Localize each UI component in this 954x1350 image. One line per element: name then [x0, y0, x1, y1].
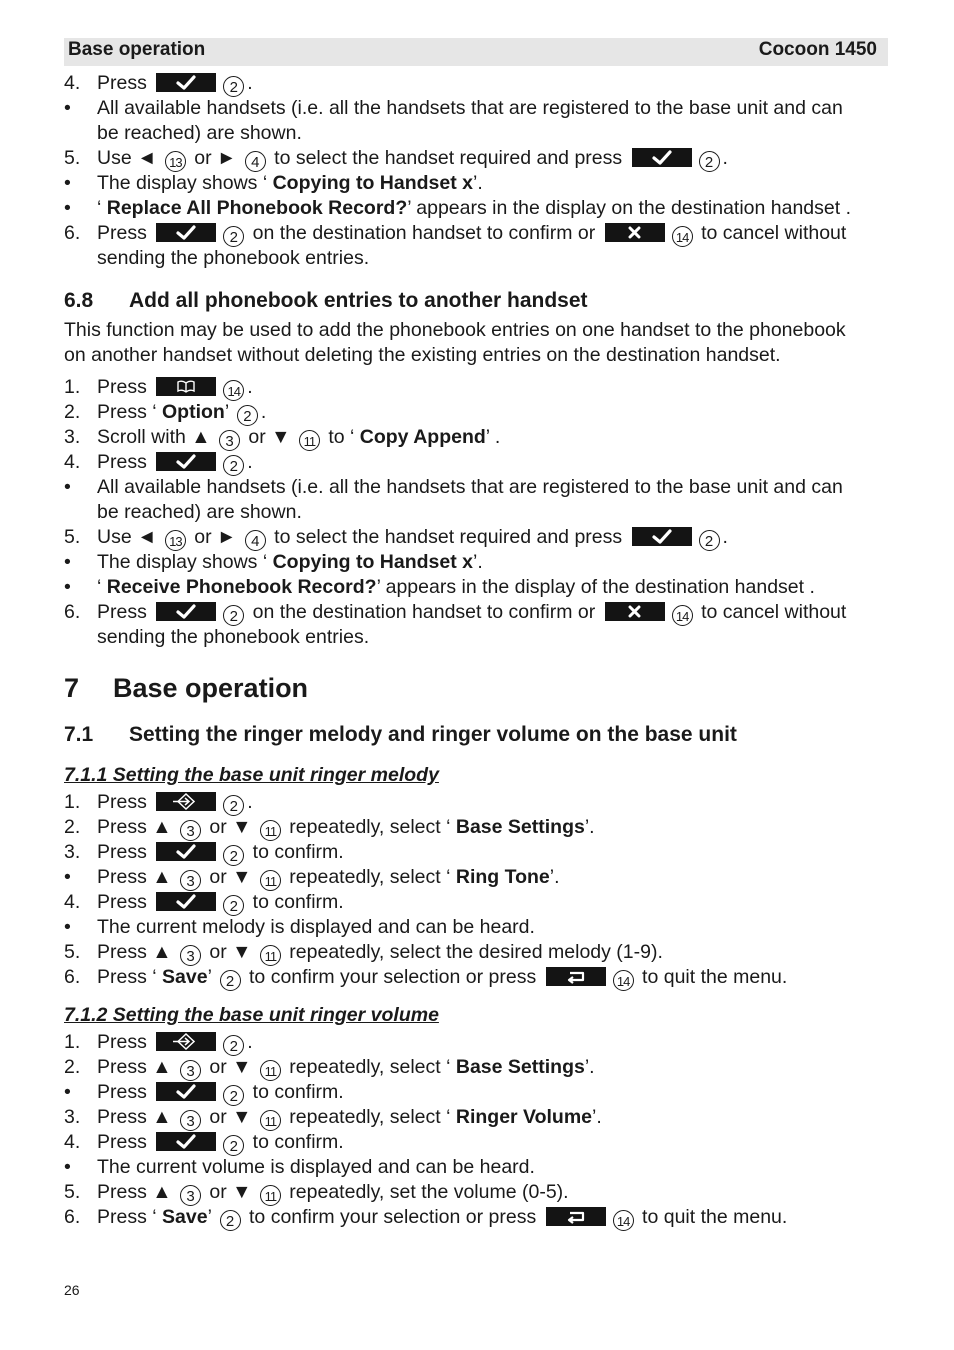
step-text	[97, 600, 846, 626]
menu-option-name: Copying to Handset x	[272, 551, 474, 573]
ok-checkmark-key-icon	[156, 1082, 216, 1101]
text-fragment: ’.	[584, 1056, 595, 1078]
key-number-circle: 2	[223, 895, 244, 916]
text-fragment: .	[722, 526, 728, 548]
text-fragment: ‘	[97, 576, 107, 598]
text-fragment: Use ◄	[97, 526, 162, 548]
step-text	[97, 121, 302, 146]
step-text	[97, 400, 266, 426]
step-text	[97, 450, 253, 476]
key-number-circle: 2	[220, 970, 241, 991]
bullet-marker: •	[64, 197, 71, 219]
menu-option-name: Ring Tone	[455, 866, 550, 888]
step-number: 3.	[64, 426, 81, 448]
step-number: 5.	[64, 1181, 81, 1203]
bullet-marker: •	[64, 576, 71, 598]
step-text	[97, 221, 846, 247]
text-fragment: sending the phonebook entries.	[97, 626, 370, 648]
text-fragment: repeatedly, select ‘	[283, 1106, 456, 1128]
cancel-x-key-icon	[605, 223, 665, 242]
ok-checkmark-key-icon	[156, 1132, 216, 1151]
step-text	[97, 1130, 344, 1156]
step-number: 2.	[64, 1056, 81, 1078]
text-fragment: Press	[97, 891, 153, 913]
back-key-icon	[546, 967, 606, 986]
step-text	[97, 171, 483, 196]
key-number-circle: 11	[299, 430, 320, 451]
menu-option-name: Save	[162, 1206, 208, 1228]
text-fragment: to confirm.	[247, 1081, 344, 1103]
section-6-8-intro-line: This function may be used to add the phonebook entries on one handset to the phonebook	[64, 319, 846, 341]
text-fragment: Scroll with ▲	[97, 426, 216, 448]
menu-option-name: Receive Phonebook Record?	[106, 576, 377, 598]
bullet-marker: •	[64, 916, 71, 938]
key-number-circle: 2	[223, 455, 244, 476]
step-number: 6.	[64, 966, 81, 988]
bullet-marker: •	[64, 476, 71, 498]
ok-checkmark-key-icon	[156, 223, 216, 242]
step-text	[97, 790, 253, 816]
key-number-circle: 3	[180, 1110, 201, 1131]
key-number-circle: 11	[260, 1185, 281, 1206]
key-number-circle: 3	[180, 945, 201, 966]
text-fragment: sending the phonebook entries.	[97, 247, 370, 269]
step-text	[97, 965, 787, 991]
back-key-icon	[546, 1207, 606, 1226]
bullet-marker: •	[64, 866, 71, 888]
key-number-circle: 14	[613, 970, 634, 991]
step-number: 6.	[64, 601, 81, 623]
text-fragment: on the destination handset to confirm or	[247, 222, 601, 244]
text-fragment: or ▼	[203, 816, 257, 838]
text-fragment: Press	[97, 72, 153, 94]
text-fragment: be reached) are shown.	[97, 501, 302, 523]
text-fragment: Press ‘	[97, 1206, 163, 1228]
text-fragment: or ▼	[203, 1181, 257, 1203]
text-fragment: Press	[97, 601, 153, 623]
text-fragment: .	[722, 147, 728, 169]
text-fragment: or ►	[188, 147, 242, 169]
text-fragment: Press ▲	[97, 941, 177, 963]
text-fragment: Press ▲	[97, 866, 177, 888]
text-fragment: to confirm.	[247, 841, 344, 863]
text-fragment: to confirm your selection or press	[243, 966, 542, 988]
key-number-circle: 14	[613, 1210, 634, 1231]
bullet-marker: •	[64, 97, 71, 119]
text-fragment: ’.	[473, 172, 483, 194]
text-fragment: repeatedly, select ‘	[283, 1056, 456, 1078]
cancel-x-key-icon	[605, 602, 665, 621]
step-number: 2.	[64, 401, 81, 423]
text-fragment: repeatedly, select ‘	[283, 866, 456, 888]
text-fragment: ’	[224, 401, 234, 423]
subsection-7-1-1-heading: 7.1.1 Setting the base unit ringer melody	[64, 764, 439, 786]
text-fragment: Press	[97, 1081, 153, 1103]
text-fragment: or ▼	[203, 941, 257, 963]
key-number-circle: 2	[237, 405, 258, 426]
page-number: 26	[64, 1282, 80, 1298]
key-number-circle: 11	[260, 820, 281, 841]
text-fragment: repeatedly, set the volume (0-5).	[283, 1181, 569, 1203]
text-fragment: Press	[97, 791, 153, 813]
text-fragment: or ▼	[243, 426, 296, 448]
menu-key-icon	[156, 792, 216, 811]
ok-checkmark-key-icon	[156, 602, 216, 621]
text-fragment: to confirm.	[247, 1131, 344, 1153]
text-fragment: .	[247, 1031, 253, 1053]
step-text	[97, 1055, 595, 1081]
text-fragment: Press	[97, 376, 153, 398]
header-product-name: Cocoon 1450	[758, 39, 877, 60]
text-fragment: Press	[97, 841, 153, 863]
section-title: Setting the ringer melody and ringer volume on the base unit	[129, 723, 737, 746]
step-number: 4.	[64, 72, 81, 94]
key-number-circle: 3	[180, 870, 201, 891]
ok-checkmark-key-icon	[156, 452, 216, 471]
text-fragment: to confirm.	[247, 891, 344, 913]
key-number-circle: 2	[223, 1035, 244, 1056]
key-number-circle: 3	[180, 1185, 201, 1206]
menu-option-name: Base Settings	[455, 816, 585, 838]
text-fragment: or ▼	[203, 1106, 257, 1128]
text-fragment: The current volume is displayed and can be heard.	[97, 1156, 535, 1178]
key-number-circle: 2	[699, 151, 720, 172]
menu-option-name: Option	[162, 401, 225, 423]
text-fragment: All available handsets (i.e. all the handsets that are registered to the base unit and can	[97, 476, 843, 498]
menu-option-name: Replace All Phonebook Record?	[106, 197, 408, 219]
text-fragment: All available handsets (i.e. all the handsets that are registered to the base unit and can	[97, 97, 843, 119]
step-number: 4.	[64, 891, 81, 913]
key-number-circle: 3	[180, 1060, 201, 1081]
text-fragment: Use ◄	[97, 147, 162, 169]
key-number-circle: 11	[260, 1110, 281, 1131]
text-fragment: The display shows ‘	[97, 172, 273, 194]
key-number-circle: 11	[260, 1060, 281, 1081]
step-number: 4.	[64, 1131, 81, 1153]
text-fragment: or ▼	[203, 866, 257, 888]
text-fragment: ‘	[97, 197, 107, 219]
text-fragment: repeatedly, select ‘	[283, 816, 456, 838]
key-number-circle: 2	[223, 1085, 244, 1106]
key-number-circle: 4	[245, 151, 266, 172]
step-text	[97, 1080, 344, 1106]
step-text	[97, 1030, 253, 1056]
header-section-title: Base operation	[68, 39, 206, 60]
key-number-circle: 2	[223, 76, 244, 97]
step-text	[97, 146, 728, 172]
step-number: 2.	[64, 816, 81, 838]
text-fragment: to ‘	[322, 426, 360, 448]
text-fragment: ’	[207, 966, 217, 988]
subsection-7-1-2-heading: 7.1.2 Setting the base unit ringer volume	[64, 1004, 439, 1026]
key-number-circle: 14	[223, 380, 244, 401]
section-number: 6.8	[64, 289, 94, 312]
text-fragment: Press ▲	[97, 1181, 177, 1203]
text-fragment: Press	[97, 1131, 153, 1153]
key-number-circle: 2	[223, 845, 244, 866]
key-number-circle: 14	[672, 605, 693, 626]
step-number: 4.	[64, 451, 81, 473]
text-fragment: Press ▲	[97, 1056, 177, 1078]
text-fragment: Press ▲	[97, 816, 177, 838]
key-number-circle: 2	[223, 1135, 244, 1156]
step-text	[97, 940, 663, 966]
step-text	[97, 575, 815, 600]
step-text	[97, 500, 302, 525]
text-fragment: on the destination handset to confirm or	[247, 601, 601, 623]
text-fragment: ’ appears in the display of the destination handset .	[376, 576, 815, 598]
text-fragment: .	[247, 72, 253, 94]
step-text	[97, 915, 535, 940]
bullet-marker: •	[64, 1081, 71, 1103]
ok-checkmark-key-icon	[156, 73, 216, 92]
ok-checkmark-key-icon	[632, 527, 692, 546]
text-fragment: repeatedly, select the desired melody (1-9).	[283, 941, 663, 963]
text-fragment: to quit the menu.	[636, 966, 788, 988]
text-fragment: to cancel without	[695, 601, 847, 623]
text-fragment: to select the handset required and press	[268, 526, 628, 548]
section-title: Add all phonebook entries to another handset	[129, 289, 588, 312]
text-fragment: to select the handset required and press	[268, 147, 628, 169]
ok-checkmark-key-icon	[156, 842, 216, 861]
step-text	[97, 1180, 569, 1206]
section-6-8-intro-line: on another handset without deleting the existing entries on the destination handset.	[64, 344, 781, 366]
chapter-title: Base operation	[113, 673, 309, 703]
step-number: 5.	[64, 526, 81, 548]
menu-option-name: Ringer Volume	[455, 1106, 593, 1128]
text-fragment: .	[247, 451, 253, 473]
page-header	[64, 38, 888, 66]
key-number-circle: 3	[219, 430, 240, 451]
text-fragment: Press	[97, 222, 153, 244]
text-fragment: .	[247, 376, 253, 398]
text-fragment: .	[247, 791, 253, 813]
text-fragment: or ▼	[203, 1056, 257, 1078]
text-fragment: ’.	[549, 866, 560, 888]
step-text	[97, 375, 253, 401]
key-number-circle: 2	[220, 1210, 241, 1231]
text-fragment: The display shows ‘	[97, 551, 273, 573]
text-fragment: be reached) are shown.	[97, 122, 302, 144]
step-number: 1.	[64, 791, 81, 813]
text-fragment: ’.	[473, 551, 483, 573]
step-text	[97, 625, 369, 650]
text-fragment: to confirm your selection or press	[243, 1206, 542, 1228]
step-number: 3.	[64, 1106, 81, 1128]
text-fragment: or ►	[188, 526, 242, 548]
step-text	[97, 815, 595, 841]
key-number-circle: 2	[223, 226, 244, 247]
text-fragment: to quit the menu.	[636, 1206, 788, 1228]
text-fragment: Press ‘	[97, 966, 163, 988]
menu-option-name: Copying to Handset x	[272, 172, 474, 194]
bullet-marker: •	[64, 1156, 71, 1178]
step-text	[97, 525, 728, 551]
text-fragment: Press ▲	[97, 1106, 177, 1128]
key-number-circle: 11	[260, 945, 281, 966]
text-fragment: Press	[97, 451, 153, 473]
step-text	[97, 246, 369, 271]
key-number-circle: 13	[165, 530, 186, 551]
text-fragment: Press ‘	[97, 401, 163, 423]
step-text	[97, 865, 560, 891]
menu-option-name: Copy Append	[359, 426, 486, 448]
step-text	[97, 890, 344, 916]
key-number-circle: 4	[245, 530, 266, 551]
step-text	[97, 1205, 787, 1231]
text-fragment: The current melody is displayed and can be heard.	[97, 916, 535, 938]
key-number-circle: 13	[165, 151, 186, 172]
step-number: 5.	[64, 147, 81, 169]
section-number: 7.1	[64, 723, 94, 746]
key-number-circle: 2	[223, 795, 244, 816]
step-text	[97, 196, 851, 221]
chapter-number: 7	[64, 673, 80, 703]
step-text	[97, 71, 253, 97]
key-number-circle: 2	[223, 605, 244, 626]
step-number: 6.	[64, 1206, 81, 1228]
text-fragment: ’ .	[485, 426, 501, 448]
step-text	[97, 475, 843, 500]
text-fragment: ’.	[592, 1106, 602, 1128]
key-number-circle: 11	[260, 870, 281, 891]
step-number: 1.	[64, 1031, 81, 1053]
step-text	[97, 1155, 535, 1180]
step-text	[97, 425, 500, 451]
step-text	[97, 96, 843, 121]
menu-key-icon	[156, 1032, 216, 1051]
step-number: 5.	[64, 941, 81, 963]
menu-option-name: Save	[162, 966, 208, 988]
ok-checkmark-key-icon	[156, 892, 216, 911]
ok-checkmark-key-icon	[632, 148, 692, 167]
step-text	[97, 840, 344, 866]
key-number-circle: 2	[699, 530, 720, 551]
key-number-circle: 14	[672, 226, 693, 247]
step-number: 1.	[64, 376, 81, 398]
text-fragment: ’.	[584, 816, 595, 838]
text-fragment: to cancel without	[695, 222, 847, 244]
step-number: 3.	[64, 841, 81, 863]
bullet-marker: •	[64, 551, 71, 573]
key-number-circle: 3	[180, 820, 201, 841]
phonebook-key-icon	[156, 377, 216, 396]
text-fragment: ’ appears in the display on the destination handset .	[407, 197, 851, 219]
bullet-marker: •	[64, 172, 71, 194]
text-fragment: ’	[207, 1206, 217, 1228]
step-text	[97, 1105, 602, 1131]
text-fragment: Press	[97, 1031, 153, 1053]
menu-option-name: Base Settings	[455, 1056, 585, 1078]
step-number: 6.	[64, 222, 81, 244]
text-fragment: .	[260, 401, 267, 423]
step-text	[97, 550, 483, 575]
